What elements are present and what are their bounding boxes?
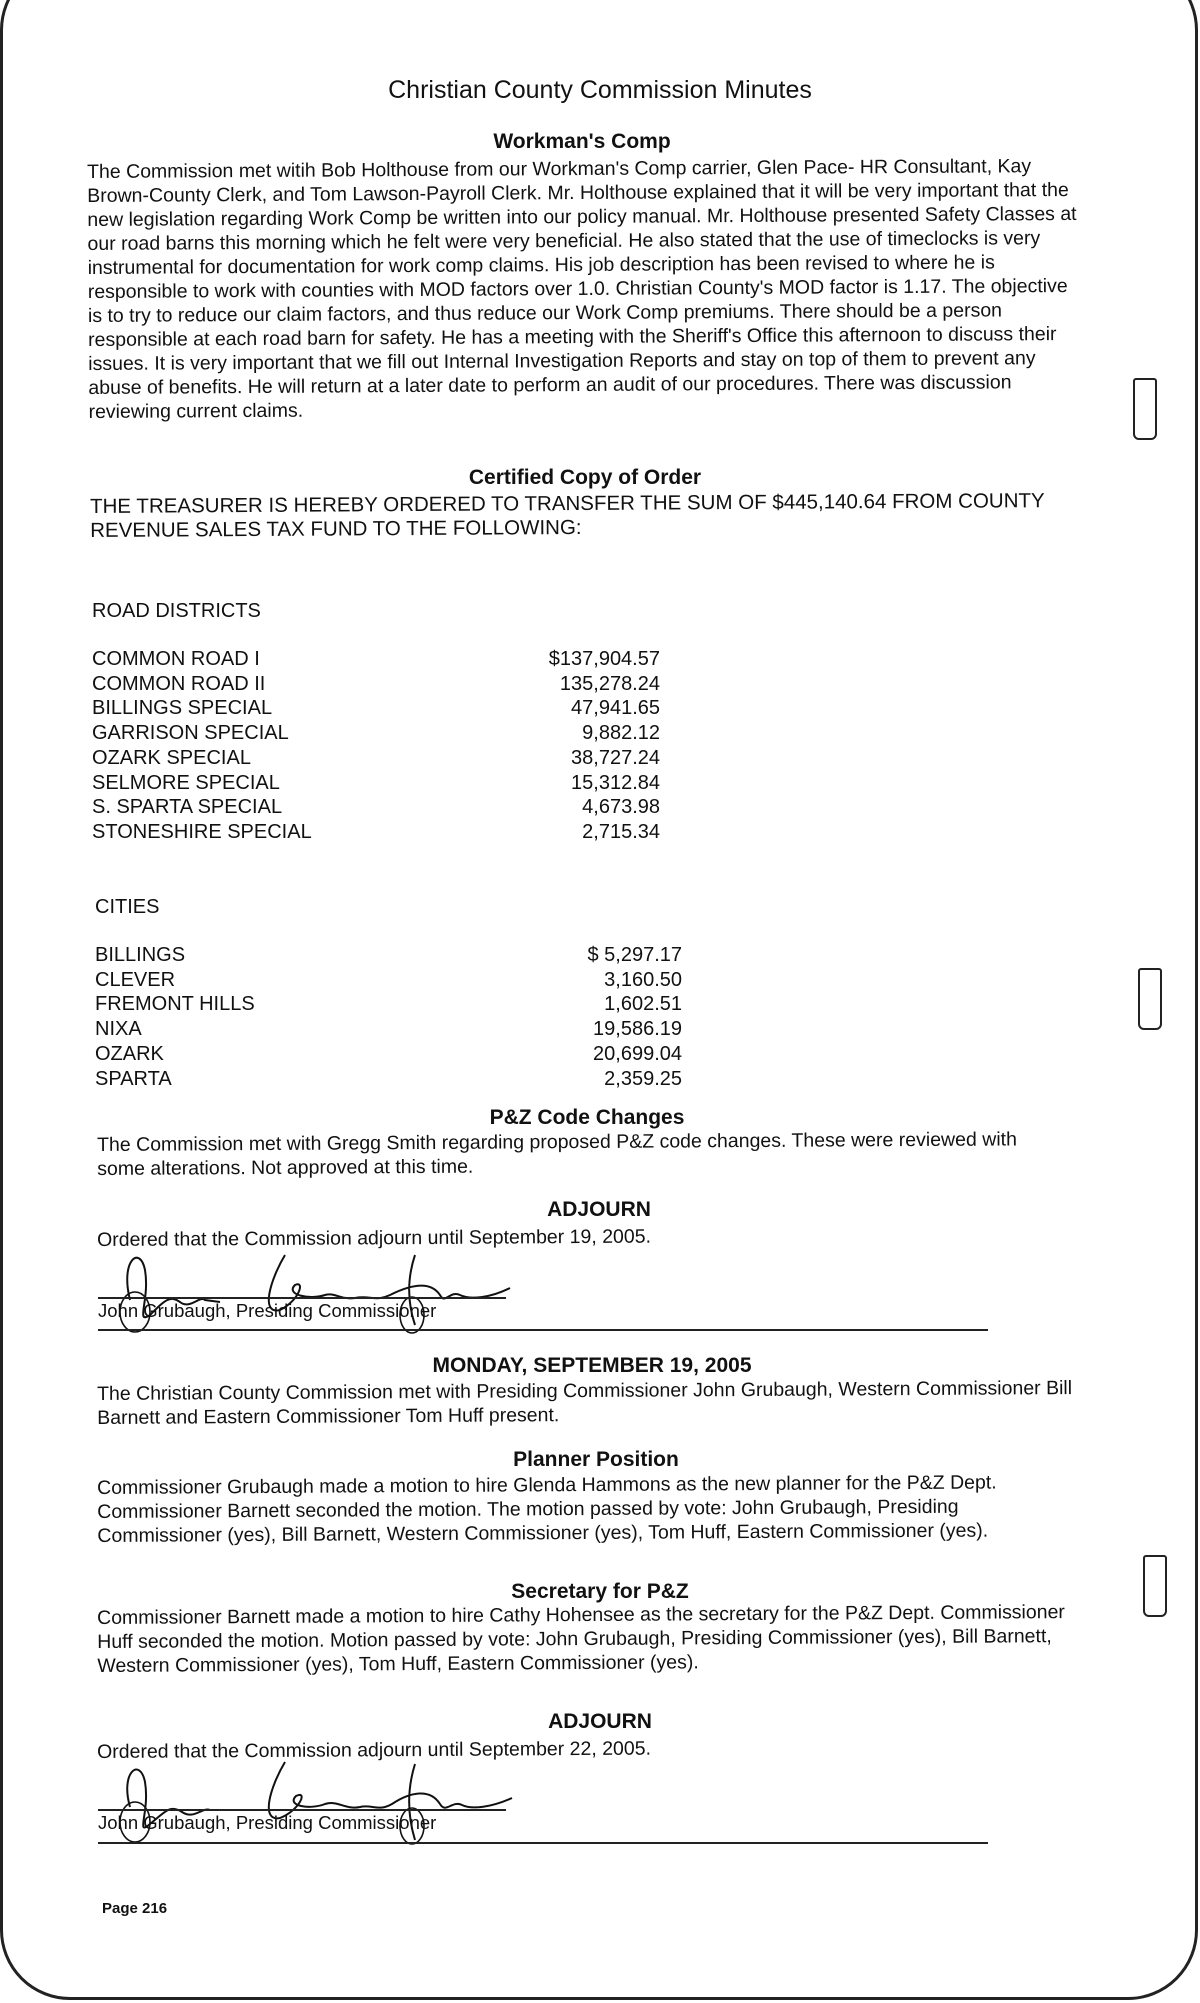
allocation-amount: 9,882.12: [582, 722, 660, 745]
pz-code-text: The Commission met with Gregg Smith regarding proposed P&Z code changes. These were reviewed with some alterations. Not approved at this time.: [97, 1128, 1017, 1180]
allocation-name: SELMORE SPECIAL: [92, 771, 280, 794]
section-divider-line: [98, 1842, 988, 1844]
allocation-amount: $137,904.57: [548, 648, 660, 670]
margin-bracket-mark: [1138, 968, 1162, 1030]
allocation-name: OZARK SPECIAL: [92, 746, 251, 769]
allocation-amount: 1,602.51: [604, 993, 682, 1016]
margin-bracket-mark: [1133, 378, 1157, 440]
allocation-name: BILLINGS SPECIAL: [92, 697, 273, 720]
date-heading: MONDAY, SEPTEMBER 19, 2005: [432, 1354, 752, 1377]
section-heading-adjourn-2: ADJOURN: [548, 1710, 652, 1733]
allocation-name: BILLINGS: [95, 944, 186, 966]
allocation-row: [95, 968, 682, 992]
road-districts-label: ROAD DISTRICTS: [92, 600, 261, 622]
allocation-row: [92, 820, 660, 844]
section-heading-planner: Planner Position: [513, 1448, 679, 1471]
allocation-name: COMMON ROAD II: [92, 672, 266, 695]
section-heading-pz-code: P&Z Code Changes: [489, 1106, 685, 1129]
allocation-row: [95, 992, 682, 1016]
allocation-name: SPARTA: [95, 1067, 172, 1090]
allocation-name: S. SPARTA SPECIAL: [92, 796, 283, 819]
allocation-amount: 20,699.04: [593, 1042, 682, 1065]
allocation-amount: 4,673.98: [582, 796, 660, 819]
allocation-amount: 135,278.24: [559, 672, 660, 695]
allocation-row: [92, 696, 660, 720]
allocation-row: [95, 1042, 682, 1066]
allocation-row: [92, 771, 660, 795]
allocation-row: [95, 1017, 682, 1041]
cities-label: CITIES: [95, 896, 160, 918]
section-heading-adjourn-1: ADJOURN: [547, 1198, 651, 1221]
allocation-name: OZARK: [95, 1042, 164, 1065]
allocation-name: FREMONT HILLS: [95, 993, 255, 1016]
page-number: Page 216: [102, 1900, 168, 1917]
allocation-name: STONESHIRE SPECIAL: [92, 820, 312, 843]
adjourn-2-text: Ordered that the Commission adjourn until September 22, 2005.: [97, 1737, 652, 1763]
section-heading-workmans-comp: Workman's Comp: [493, 130, 671, 153]
margin-bracket-mark: [1143, 1555, 1167, 1617]
allocation-row: [95, 943, 682, 967]
allocation-row: [92, 647, 660, 671]
allocation-name: GARRISON SPECIAL: [92, 722, 289, 745]
allocation-amount: 3,160.50: [604, 968, 682, 991]
allocation-row: [92, 672, 660, 696]
signature-line-short: [98, 1297, 506, 1299]
section-divider-line: [98, 1329, 988, 1331]
certified-order-text: THE TREASURER IS HEREBY ORDERED TO TRANSFER THE SUM OF $445,140.64 FROM COUNTY REVENUE SALES TAX FUND TO THE FOLLOWING:: [90, 489, 1045, 542]
allocation-amount: 2,359.25: [604, 1067, 682, 1090]
allocation-amount: 19,586.19: [593, 1018, 682, 1041]
document-title: Christian County Commission Minutes: [388, 76, 812, 104]
allocation-amount: 38,727.24: [571, 746, 660, 769]
allocation-amount: $ 5,297.17: [587, 944, 682, 966]
allocation-name: NIXA: [95, 1018, 142, 1041]
allocation-amount: 47,941.65: [571, 697, 660, 720]
allocation-amount: 15,312.84: [571, 771, 660, 794]
workmans-comp-text: The Commission met witih Bob Holthouse from our Workman's Comp carrier, Glen Pace- HR Consultant, Kay Brown-County Clerk, and Tom Lawson-Payroll Clerk. Mr. Holthouse explained that it will be very important that the new legislation regarding Work Comp be written into our policy manual. Mr. Holthouse presented Safety Classes at our road barns this morning which he felt were very beneficial. He also stated that the use of timeclocks is very instrumental for documentation for work comp claims. His job description has been revised to where he is responsible to work with counties with MOD factors over 1.0. Christian County's MOD factor is 1.17. The objective is to try to reduce our claim factors, and thus reduce our Work Comp premiums. There should be a person responsible at each road barn for safety. He has a meeting with the Sheriff's Office this afternoon to discuss their issues. It is very important that we fill out Internal Investigation Reports and stay on top of them to prevent any abuse of benefits. He will return at a later date to perform an audit of our procedures. There was discussion reviewing current claims.: [87, 155, 1077, 423]
planner-text: Commissioner Grubaugh made a motion to hire Glenda Hammons as the new planner for the P&Z Dept. Commissioner Barnett seconded the motion. The motion passed by vote: John Grubaugh, Presiding Commissioner (yes), Bill Barnett, Western Commissioner (yes), Tom Huff, Eastern Commissioner (yes).: [97, 1471, 997, 1547]
signature-caption-1: John Grubaugh, Presiding Commissioner: [98, 1300, 437, 1321]
secretary-text: Commissioner Barnett made a motion to hire Cathy Hohensee as the secretary for the P&Z Dept. Commissioner Huff seconded the motion. Motion passed by vote: John Grubaugh, Presiding Commissioner (yes), Bill Barnett, Western Commissioner (yes), Tom Huff, Eastern Commissioner (yes).: [97, 1601, 1065, 1677]
allocation-name: COMMON ROAD I: [92, 648, 260, 670]
allocation-amount: 2,715.34: [582, 820, 660, 843]
allocation-name: CLEVER: [95, 968, 176, 991]
allocation-row: [92, 746, 660, 770]
monday-text: The Christian County Commission met with Presiding Commissioner John Grubaugh, Western Commissioner Bill Barnett and Eastern Commissioner Tom Huff present.: [97, 1377, 1073, 1429]
allocation-row: [92, 795, 660, 819]
allocation-row: [92, 721, 660, 745]
signature-line-short: [98, 1809, 506, 1811]
allocation-row: [95, 1067, 682, 1091]
section-heading-secretary: Secretary for P&Z: [511, 1580, 689, 1603]
section-heading-certified-order: Certified Copy of Order: [468, 466, 702, 489]
adjourn-1-text: Ordered that the Commission adjourn until September 19, 2005.: [97, 1225, 652, 1251]
signature-caption-2: John Grubaugh, Presiding Commissioner: [98, 1812, 437, 1833]
